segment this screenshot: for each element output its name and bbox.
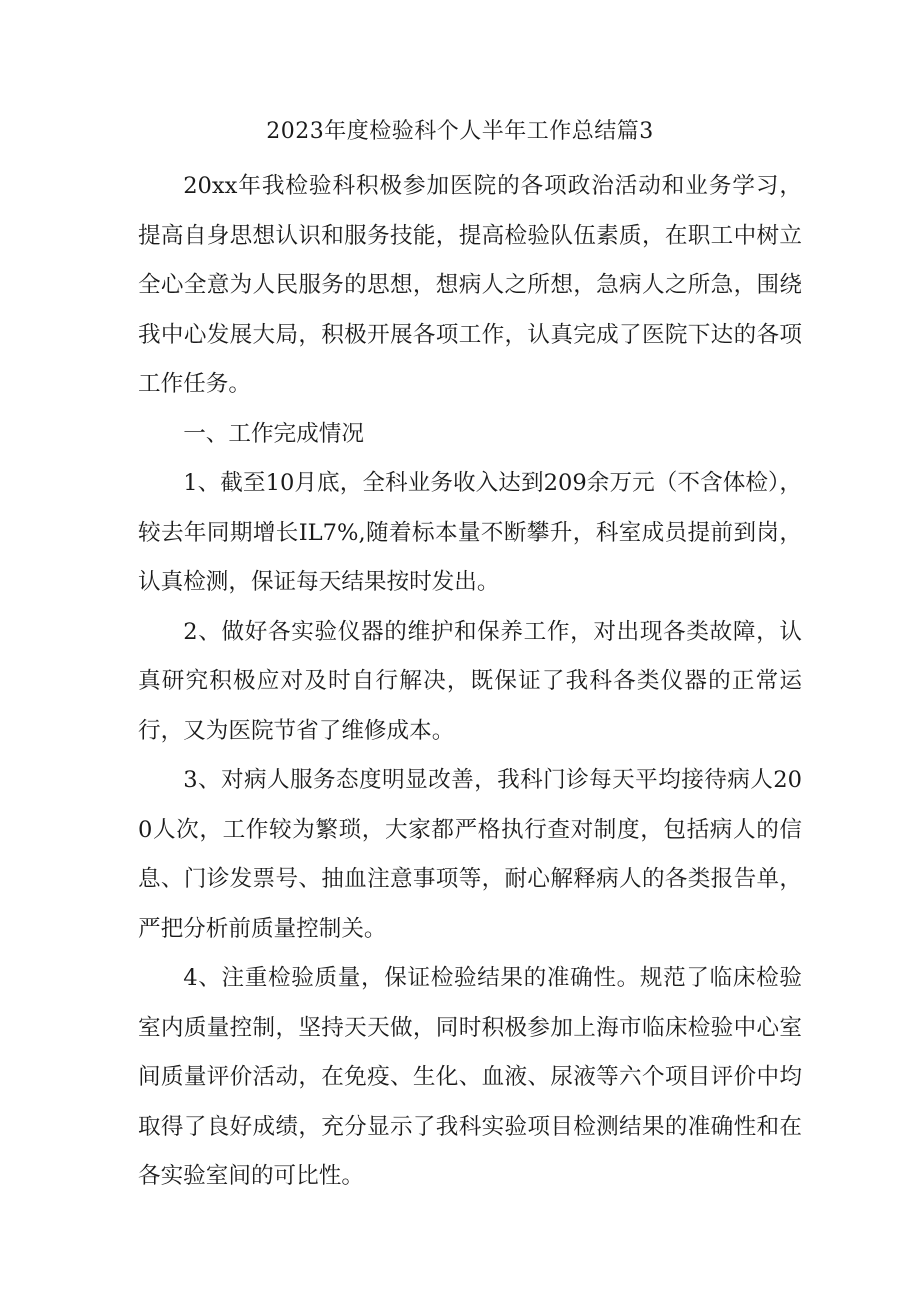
paragraph-item-2: 2、做好各实验仪器的维护和保养工作，对出现各类故障，认真研究积极应对及时自行解决，既保证了我科各类仪器的正常运行，又为医院节省了维修成本。 bbox=[138, 618, 802, 744]
paragraph-item-1: 1、截至10月底，全科业务收入达到209余万元（不含体检），较去年同期增长IL7%,随着标本量不断攀升，科室成员提前到岗，认真检测，保证每天结果按时发出。 bbox=[138, 470, 802, 595]
paragraph-item-3: 3、对病人服务态度明显改善，我科门诊每天平均接待病人200人次，工作较为繁琐，大家都严格执行查对制度，包括病人的信息、门诊发票号、抽血注意事项等，耐心解释病人的各类报告单，严把分析前质量控制关。 bbox=[138, 767, 802, 942]
paragraph-item-4: 4、注重检验质量，保证检验结果的准确性。规范了临床检验室内质量控制，坚持天天做，同时积极参加上海市临床检验中心室间质量评价活动，在免疫、生化、血液、尿液等六个项目评价中均取得了良好成绩，充分显示了我科实验项目检测结果的准确性和在各实验室间的可比性。 bbox=[138, 965, 802, 1189]
section-heading-work-status: 一、工作完成情况 bbox=[183, 420, 364, 447]
paragraph-intro: 20xx年我检验科积极参加医院的各项政治活动和业务学习，提高自身思想认识和服务技能，提高检验队伍素质，在职工中树立全心全意为人民服务的思想，想病人之所想，急病人之所急，围绕我中心发展大局，积极开展各项工作，认真完成了医院下达的各项工作任务。 bbox=[138, 173, 802, 397]
document-body bbox=[138, 162, 802, 1202]
document-title: 2023年度检验科个人半年工作总结篇3 bbox=[266, 119, 654, 144]
